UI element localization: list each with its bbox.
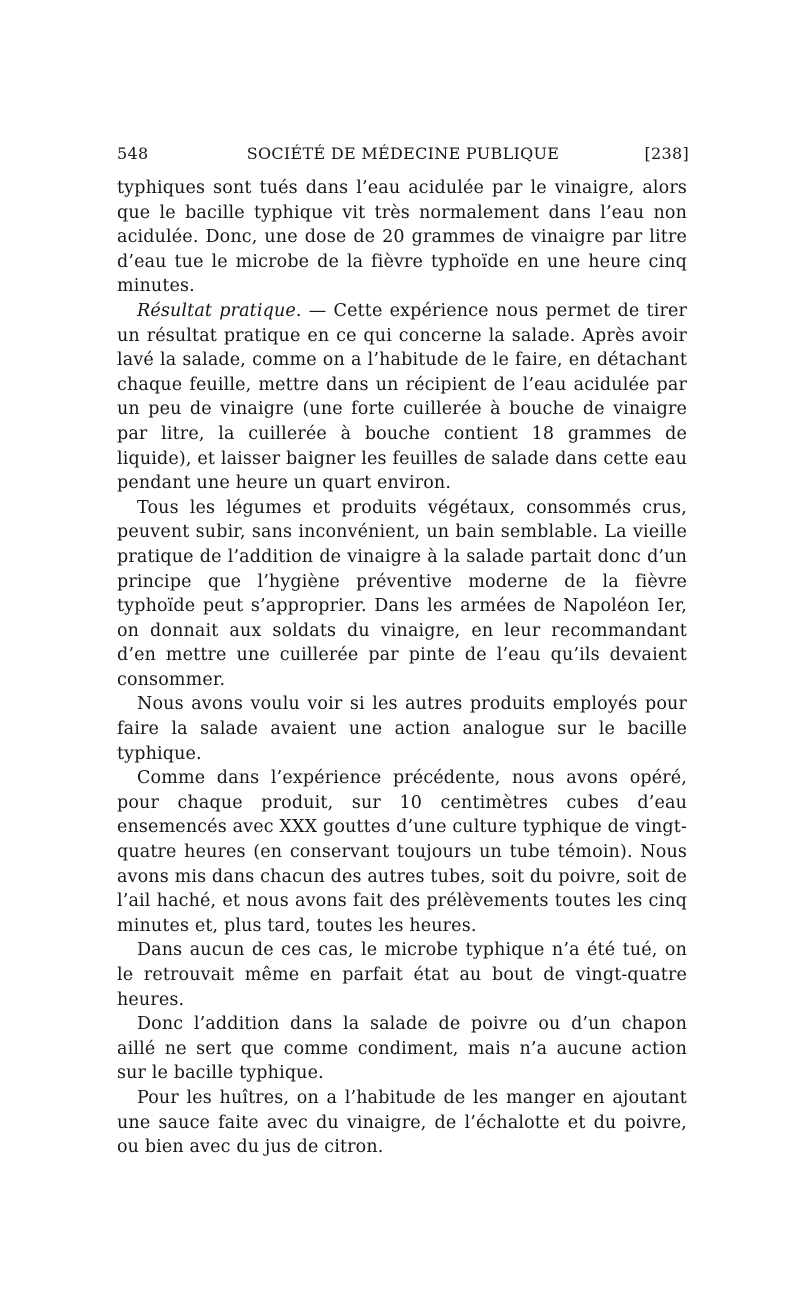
paragraph-7-text: Donc l’addition dans la salade de poivre ou d’un chapon aillé ne sert que comme condiment, mais n’a aucune action sur le bacille typhique.: [117, 1014, 687, 1084]
paragraph-6-text: Dans aucun de ces cas, le microbe typhique n’a été tué, on le retrouvait même en parfait état au bout de vingt-quatre heures.: [117, 940, 687, 1010]
paragraph-5: [117, 766, 687, 938]
paragraph-6: [117, 938, 687, 1012]
paragraph-8: [117, 1086, 687, 1160]
paragraph-7: [117, 1012, 687, 1086]
body-text: [117, 176, 687, 1160]
running-title: SOCIÉTÉ DE MÉDECINE PUBLIQUE: [246, 144, 560, 163]
paragraph-3-text: Tous les légumes et produits végétaux, consommés crus, peuvent subir, sans inconvénient, un bain semblable. La vieille pratique de l’addition de vinaigre à la salade partait donc d’un principe que l’hygiène préventive moderne de la fièvre typhoïde peut s’approprier. Dans les armées de Napoléon Ier, on donnait aux soldats du vinaigre, en leur recommandant d’en mettre une cuillerée par pinte de l’eau qu’ils devaient consommer.: [117, 497, 687, 690]
paragraph-4: [117, 692, 687, 766]
paragraph-5-text: Comme dans l’expérience précédente, nous avons opéré, pour chaque produit, sur 10 centimètres cubes d’eau ensemencés avec XXX gouttes d’une culture typhique de vingt-quatre heures (en conservant toujours un tube témoin). Nous avons mis dans chacun des autres tubes, soit du poivre, soit de l’ail haché, et nous avons fait des prélèvements toutes les cinq minutes et, plus tard, toutes les heures.: [117, 768, 687, 936]
section-lead-resultat-pratique: Résultat pratique.: [137, 300, 302, 321]
paragraph-2: [117, 299, 687, 496]
paragraph-8-text: Pour les huîtres, on a l’habitude de les manger en ajoutant une sauce faite avec du vinaigre, de l’échalotte et du poivre, ou bien avec du jus de citron.: [117, 1087, 687, 1158]
running-head: [117, 143, 689, 165]
page-reference: [238]: [644, 144, 689, 163]
paragraph-1: [117, 176, 687, 299]
paragraph-3: [117, 496, 687, 693]
paragraph-2-text: — Cette expérience nous permet de tirer un résultat pratique en ce qui concerne la salade. Après avoir lavé la salade, comme on a l’habitude de le faire, en détachant chaque feuille, mettre dans un récipient de l’eau acidulée par un peu de vinaigre (une forte cuillerée à bouche de vinaigre par litre, la cuillerée à bouche contient 18 grammes de liquide), et laisser baigner les feuilles de salade dans cette eau pendant une heure un quart environ.: [117, 300, 687, 494]
paragraph-1-text: typhiques sont tués dans l’eau acidulée par le vinaigre, alors que le bacille typhique vit très normalement dans l’eau non acidulée. Donc, une dose de 20 grammes de vinaigre par litre d’eau tue le microbe de la fièvre typhoïde en une heure cinq minutes.: [117, 178, 687, 297]
paragraph-4-text: Nous avons voulu voir si les autres produits employés pour faire la salade avaient une action analogue sur le bacille typhique.: [117, 694, 687, 764]
page-number: 548: [117, 144, 149, 163]
